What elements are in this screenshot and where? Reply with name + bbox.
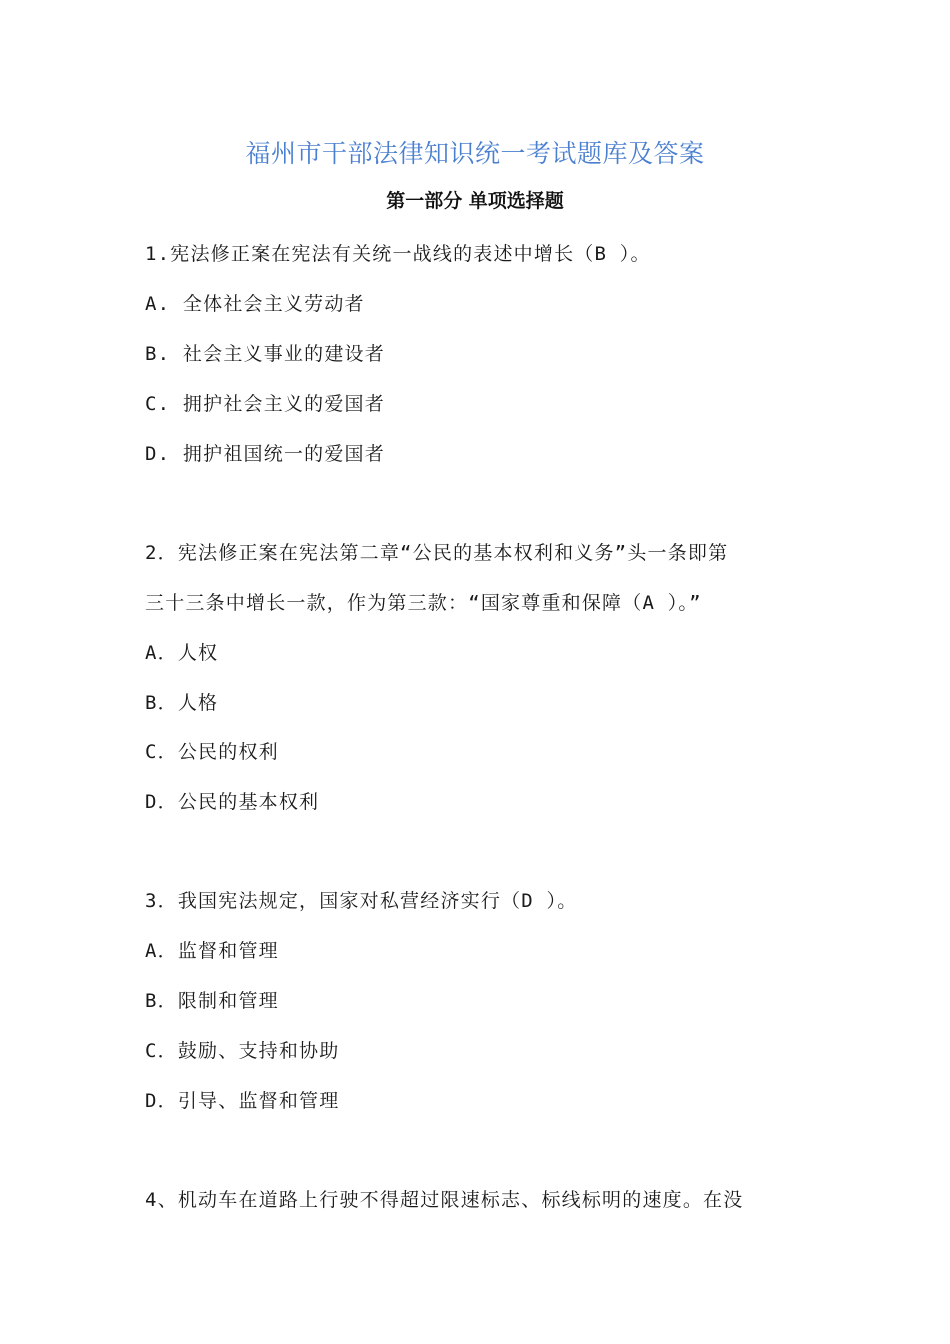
question-2-stem-line-2: 三十三条中增长一款，作为第三款：“国家尊重和保障（A ）。” — [145, 592, 702, 614]
question-1-option-b: B. 社会主义事业的建设者 — [145, 343, 385, 365]
question-2-option-c: C．公民的权利 — [145, 741, 279, 763]
question-1-option-d: D. 拥护祖国统一的爱国者 — [145, 443, 385, 465]
question-3-option-b: B．限制和管理 — [145, 990, 279, 1012]
question-4-stem: 4、机动车在道路上行驶不得超过限速标志、标线标明的速度。在没 — [145, 1189, 744, 1211]
question-1-option-a: A. 全体社会主义劳动者 — [145, 293, 365, 315]
question-3-option-a: A．监督和管理 — [145, 940, 279, 962]
question-2-option-b: B．人格 — [145, 692, 219, 714]
document-title: 福州市干部法律知识统一考试题库及答案 — [245, 139, 705, 168]
question-2-stem-line-1: 2．宪法修正案在宪法第二章“公民的基本权利和义务”头一条即第 — [145, 542, 729, 564]
question-3-option-c: C．鼓励、支持和协助 — [145, 1040, 340, 1062]
question-3-option-d: D．引导、监督和管理 — [145, 1090, 340, 1112]
question-1-stem: 1.宪法修正案在宪法有关统一战线的表述中增长（B ）。 — [145, 243, 651, 265]
question-1-option-c: C. 拥护社会主义的爱国者 — [145, 393, 385, 415]
question-2-option-a: A．人权 — [145, 642, 219, 664]
question-3-stem: 3．我国宪法规定，国家对私营经济实行（D ）。 — [145, 890, 578, 912]
section-heading: 第一部分 单项选择题 — [386, 190, 564, 212]
question-2-option-d: D．公民的基本权利 — [145, 791, 320, 813]
